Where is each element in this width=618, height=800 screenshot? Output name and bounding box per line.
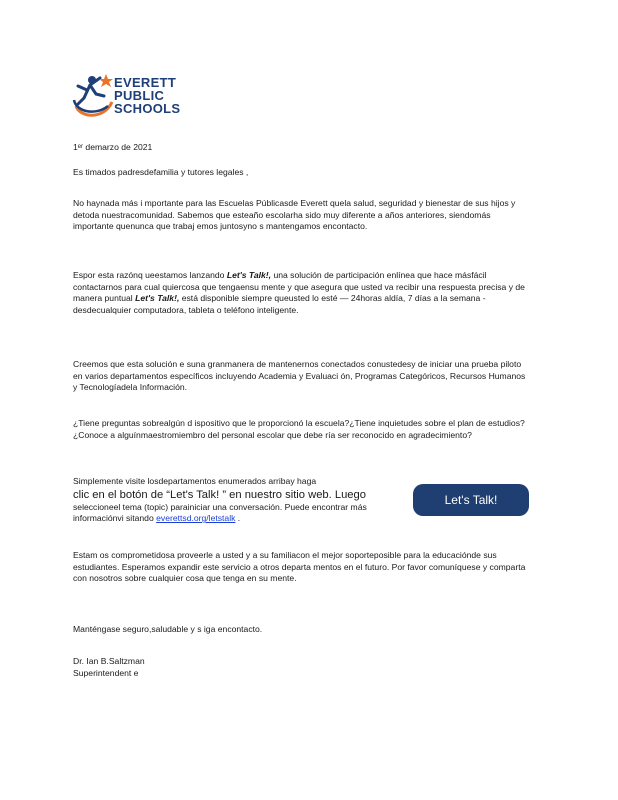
letter-date: 1ᵉʳ demarzo de 2021 [73, 142, 153, 152]
signer-name: Dr. Ian B.Saltzman [73, 656, 145, 666]
paragraph-1: No haynada más i mportante para las Escuelas Públicasde Everett quela salud, seguridad y bienestar de sus hijos y detoda nuestracomunidad. Sabemos que esteaño escolarha sido muy diferente a años anteriores, siendomás importante quenunca que trabaj emos juntosyno s mantengamos encontacto. [73, 198, 516, 232]
signer-title: Superintendent e [73, 667, 139, 678]
paragraph-2: Espor esta razónq ueestamos lanzando Let's Talk!, una solución de participación enlínea que hace másfácil contactarnos para cual quiercosa que tengaensu mente y que asegura que usted va recibir una respuesta precisa y de manera puntual Let's Talk!, está disponible siempre queusted lo esté — 24horas aldía, 7 días a la semana - desdecualquier computadora, tableta o teléfono inteligente. [73, 270, 525, 315]
paragraph-5: Simplemente visite losdepartamentos enumerados arribay haga clic en el botón de “Let's Talk! ” en nuestro sitio web. Luego seleccioneel tema (topic) parainiciar una conversación. Puede encontrar más informaciónvi sitando everettsd.org/letstalk . [73, 476, 367, 524]
paragraph-4: ¿Tiene preguntas sobrealgún d ispositivo que le proporcionó la escuela?¿Tiene inquietudes sobre el plan de estudios? ¿Conoce a alguínmaestromiembro del personal escolar que debe ría ser reconocido en agradecimiento? [73, 418, 525, 440]
paragraph-3: Creemos que esta solución e suna granmanera de mantenernos conectados conustedesy de iniciar una prueba piloto en varios departamentos específicos incluyendo Academia y Evaluaci ón, Programas Categóricos, Recursos Humanos y Tecnologíadela Información. [73, 359, 526, 393]
letstalk-link[interactable]: everettsd.org/letstalk [156, 513, 236, 524]
closing-line: Manténgase seguro,saludable y s iga encontacto. [73, 624, 263, 634]
lets-talk-mention: Let's Talk!, [135, 293, 180, 304]
letter-greeting: Es timados padresdefamilia y tutores legales , [73, 167, 249, 177]
lets-talk-button[interactable]: Let's Talk! [413, 484, 529, 516]
district-name: EVERETT PUBLIC SCHOOLS [114, 75, 181, 116]
paragraph-6: Estam os comprometidosa proveerle a usted y a su familiacon el mejor soporteposible para la educacióndе sus estudiantes. Esperamos expandir este servicio a otros departa mentos en el futuro. Por favor comuníquese y comparta con nosotros sobre cualquier cosa que tenga en su mente. [73, 550, 526, 584]
district-logo [70, 72, 200, 122]
runner-logo-icon [70, 72, 116, 120]
lets-talk-mention: Let's Talk!, [226, 270, 272, 280]
signature-block [73, 656, 528, 679]
